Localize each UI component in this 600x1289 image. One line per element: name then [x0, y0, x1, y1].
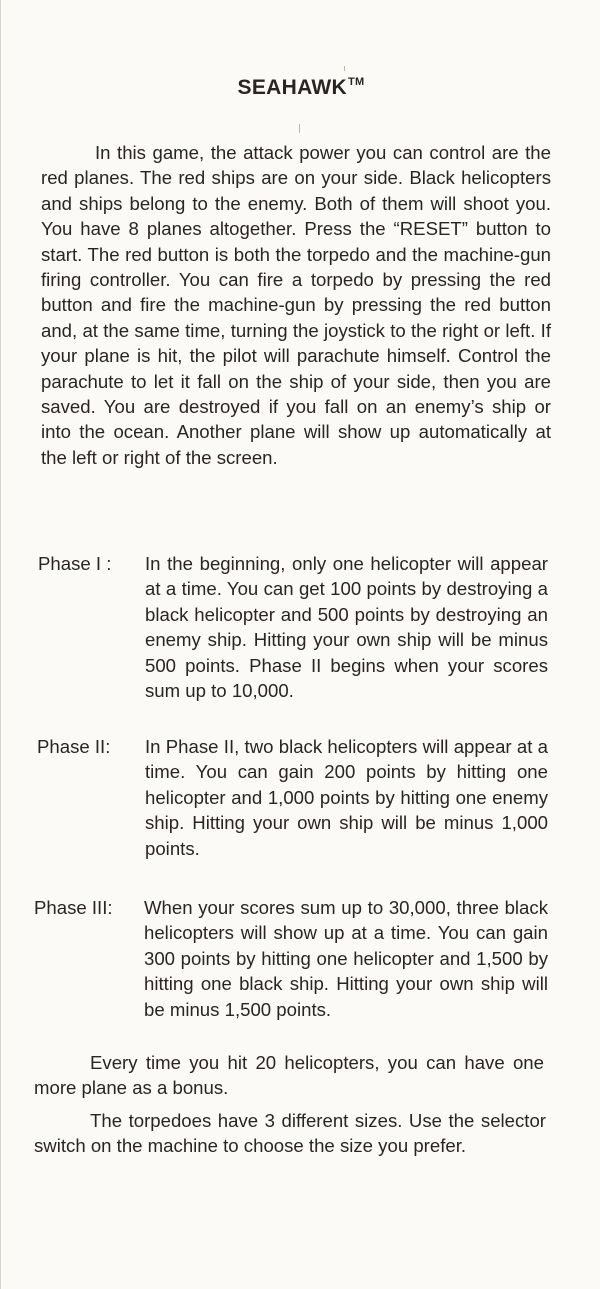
- phase-3-text: When your scores sum up to 30,000, three black helicopters will show up at a time. You can gain 300 points by hitting one helicopter and 1,500 by hitting one black ship. Hitting your own ship will be minus 1,500 points.: [144, 897, 548, 1020]
- bonus-paragraph: Every time you hit 20 helicopters, you can have one more plane as a bonus.: [34, 1052, 544, 1099]
- phase-2-entry: [37, 734, 557, 894]
- torpedo-paragraph: The torpedoes have 3 different sizes. Use the selector switch on the machine to choose the size you prefer.: [34, 1110, 546, 1157]
- phase-1-text: In the beginning, only one helicopter will appear at a time. You can get 100 points by destroying a black helicopter and 500 points by destroying an enemy ship. Hitting your own ship will be minus 500 points. Phase II begins when your scores sum up to 10,000.: [145, 553, 548, 702]
- trademark-mark: TM: [347, 76, 365, 88]
- phase-2-text: In Phase II, two black helicopters will appear at a time. You can gain 200 points by hitting one helicopter and 1,000 points by hitting one enemy ship. Hitting your own ship will be minus 1,000 points.: [145, 736, 548, 859]
- intro-paragraph: In this game, the attack power you can control are the red planes. The red ships are on your side. Black helicopters and ships belong to the enemy. Both of them will shoot you. You have 8 planes altogether. Press the “RESET” button to start. The red button is both the torpedo and the machine-gun firing controller. You can fire a torpedo by pressing the red button and fire the machine-gun by pressing the red button and, at the same time, turning the joystick to the right or left. If your plane is hit, the pilot will parachute himself. Control the parachute to let it fall on the ship of your side, then you are saved. You are destroyed if you fall on an enemy’s ship or into the ocean. Another plane will show up automatically at the left or right of the screen.: [41, 142, 551, 468]
- page-title: [1, 76, 600, 100]
- phase-3-label: Phase III:: [34, 897, 113, 918]
- phase-2-label: Phase II:: [37, 736, 111, 757]
- title-text: SEAHAWK: [237, 76, 347, 99]
- phase-1-label: Phase I :: [38, 553, 112, 574]
- phase-1-entry: [38, 551, 558, 731]
- print-speck: [299, 124, 300, 133]
- print-speck: [344, 66, 345, 71]
- phase-3-entry: [34, 895, 554, 1055]
